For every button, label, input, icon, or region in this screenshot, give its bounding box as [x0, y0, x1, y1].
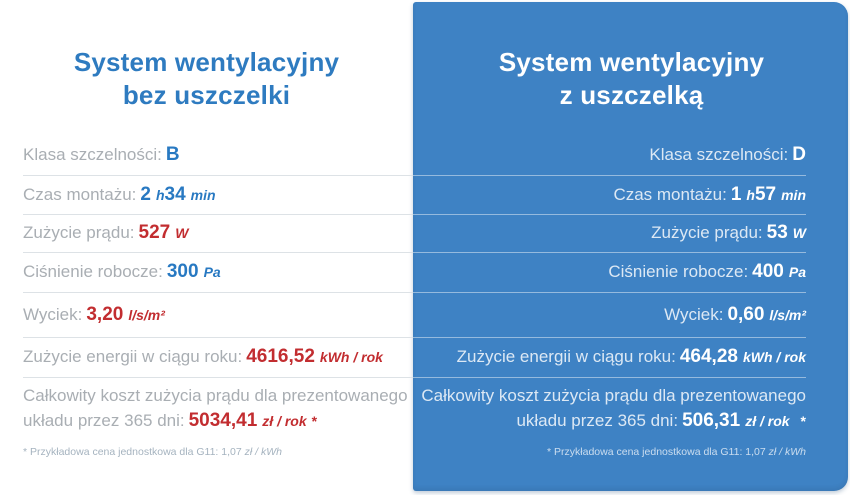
spec-value-num: 400 [752, 261, 784, 282]
spec-value-unit: zł / rok [745, 412, 790, 429]
spec-row-text [413, 260, 806, 285]
spec-label: Czas montażu: [23, 184, 137, 204]
spec-row-text [23, 221, 413, 246]
spec-value [246, 346, 383, 367]
spec-value-num: 1 [730, 183, 742, 205]
spec-row-czas-montazu [23, 176, 413, 215]
spec-value [188, 409, 318, 431]
spec-label: Klasa szczelności: [23, 144, 162, 164]
spec-row-text [23, 303, 413, 328]
title-line-1: System wentylacyjny [498, 46, 765, 77]
spec-rows [0, 135, 413, 439]
spec-value-num: 2 [140, 183, 151, 205]
spec-value-unit: min [190, 186, 216, 203]
spec-value [165, 143, 180, 165]
spec-row-text [23, 260, 413, 285]
spec-rows [413, 135, 850, 439]
spec-value-unit: l/s/m² [128, 306, 165, 323]
spec-value-num: 527 [138, 222, 171, 243]
spec-label: Czas montażu: [613, 184, 727, 204]
footnote-text: * Przykładowa cena jednostkowa dla G11: 1,07 [23, 446, 245, 458]
spec-value-unit: Pa [788, 264, 806, 280]
spec-row-czas-montazu [413, 176, 806, 215]
spec-row-koszt-calkowity [413, 378, 806, 439]
spec-row-text [23, 384, 413, 434]
spec-label: Wyciek: [664, 304, 724, 324]
spec-row-wyciek [413, 293, 806, 338]
spec-value-star: * [800, 412, 806, 429]
spec-row-klasa-szczelnosci [23, 135, 413, 176]
spec-value-unit: h [746, 186, 755, 203]
spec-row-klasa-szczelnosci [413, 135, 806, 176]
column-without-gasket [0, 0, 413, 495]
spec-value-unit: W [792, 225, 806, 241]
spec-row-wyciek [23, 293, 413, 338]
spec-value-unit: min [781, 186, 806, 203]
spec-row-text [23, 345, 413, 370]
column-with-gasket [413, 0, 850, 495]
spec-label: Ciśnienie robocze: [23, 262, 163, 281]
spec-value-num: 34 [164, 183, 186, 205]
spec-value-num: 464,28 [679, 346, 738, 367]
spec-label: Całkowity koszt zużycia prądu dla prezentowanego [23, 385, 408, 405]
spec-row-zuzycie-pradu [23, 215, 413, 253]
footnote-unit: zł / kWh [768, 446, 806, 458]
spec-row-text [413, 143, 806, 168]
spec-label: Zużycie energii w ciągu roku: [456, 347, 676, 366]
spec-value-num: 57 [754, 183, 777, 205]
price-footnote [413, 446, 806, 459]
spec-row-text [413, 183, 806, 208]
spec-label: Całkowity koszt zużycia prądu dla prezentowanego [421, 385, 806, 405]
title-line-2: z uszczelką [559, 79, 704, 110]
spec-row-zuzycie-energii [23, 338, 413, 378]
title-line-1: System wentylacyjny [73, 46, 340, 77]
spec-value-star: * [311, 412, 318, 429]
spec-value-num: D [792, 143, 806, 165]
spec-label-line2: układu przez 365 dni: [516, 410, 679, 430]
spec-row-text [23, 183, 413, 208]
spec-value [679, 346, 806, 367]
spec-row-text [413, 345, 806, 370]
spec-value-unit: kWh / rok [319, 349, 383, 365]
spec-value [730, 183, 806, 205]
column-title-with-gasket [413, 0, 850, 135]
spec-row-koszt-calkowity [23, 378, 413, 439]
spec-value-unit: l/s/m² [769, 306, 806, 323]
spec-row-text [413, 384, 806, 434]
spec-value [138, 222, 189, 243]
price-footnote [23, 446, 413, 459]
spec-value-num: 3,20 [86, 303, 124, 325]
spec-row-zuzycie-pradu [413, 215, 806, 253]
spec-value-num: B [165, 143, 180, 165]
spec-value-unit: h [155, 186, 165, 203]
spec-value [792, 143, 806, 165]
spec-value-unit: zł / rok [262, 412, 307, 429]
column-title-without-gasket [0, 0, 413, 135]
spec-row-text [413, 303, 806, 328]
spec-value-unit: kWh / rok [742, 349, 806, 365]
spec-value-num: 53 [766, 222, 788, 243]
spec-value [140, 183, 216, 205]
spec-row-zuzycie-energii [413, 338, 806, 378]
spec-label: Klasa szczelności: [649, 144, 789, 164]
spec-value [682, 409, 806, 431]
spec-label: Zużycie prądu: [23, 223, 135, 242]
spec-value-num: 300 [166, 261, 199, 282]
spec-value [86, 303, 165, 325]
spec-label: Ciśnienie robocze: [608, 262, 749, 281]
spec-value-num: 5034,41 [188, 409, 258, 431]
spec-value [166, 261, 221, 282]
spec-value-num: 506,31 [682, 409, 741, 431]
spec-value [766, 222, 806, 243]
spec-value-num: 4616,52 [246, 346, 315, 367]
footnote-text: * Przykładowa cena jednostkowa dla G11: 1,07 [547, 446, 769, 458]
spec-row-cisnienie-robocze [23, 253, 413, 293]
spec-label: Zużycie prądu: [651, 223, 763, 242]
spec-value-num: 0,60 [727, 303, 765, 325]
spec-label-line2: układu przez 365 dni: [23, 410, 185, 430]
spec-value [727, 303, 806, 325]
spec-value [752, 261, 806, 282]
spec-value-unit: Pa [203, 264, 221, 280]
spec-row-cisnienie-robocze [413, 253, 806, 293]
spec-label: Wyciek: [23, 304, 83, 324]
spec-row-text [23, 143, 413, 168]
footnote-unit: zł / kWh [244, 446, 282, 458]
spec-value-unit: W [175, 225, 189, 241]
spec-row-text [413, 221, 806, 246]
spec-label: Zużycie energii w ciągu roku: [23, 347, 243, 366]
title-line-2: bez uszczelki [122, 79, 291, 110]
